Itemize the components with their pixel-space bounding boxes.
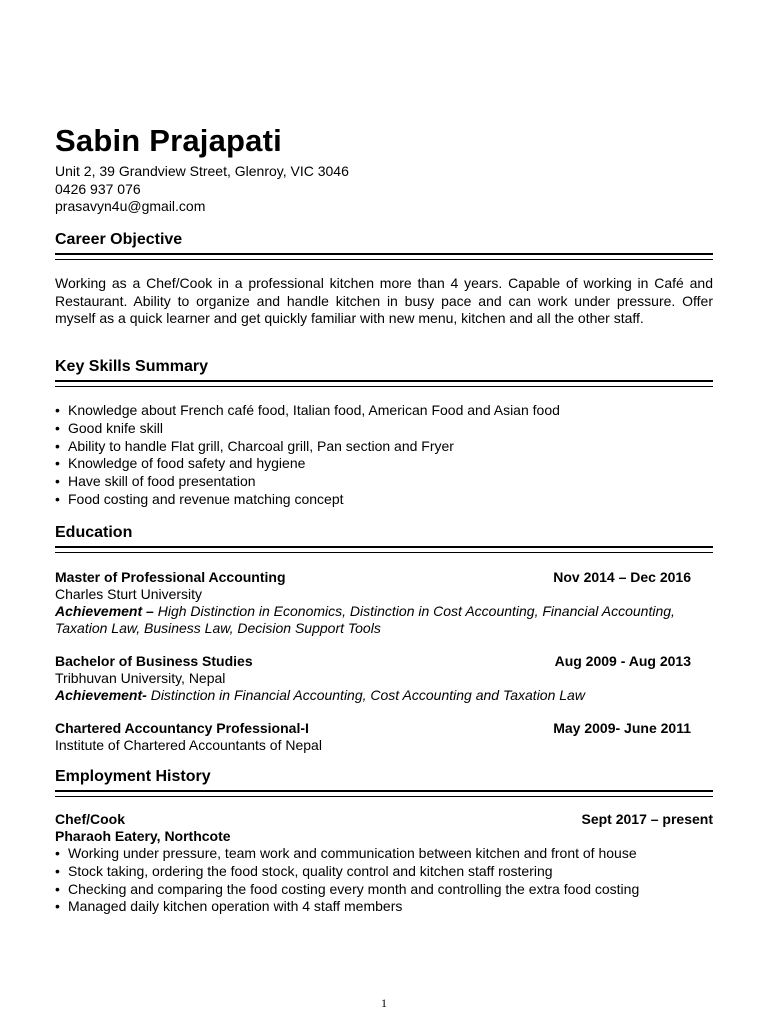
section-divider: [55, 546, 713, 553]
section-divider: [55, 253, 713, 260]
list-item: • Food costing and revenue matching concept: [55, 491, 713, 509]
list-item: • Ability to handle Flat grill, Charcoal grill, Pan section and Fryer: [55, 438, 713, 456]
contact-block: [55, 163, 349, 216]
job-role: Chef/Cook: [55, 811, 125, 827]
institution: Charles Sturt University: [55, 586, 203, 602]
education-section: [55, 523, 713, 754]
list-item: • Knowledge about French café food, Italian food, American Food and Asian food: [55, 402, 713, 420]
achievement-label: Achievement –: [55, 603, 154, 619]
section-title-career: Career Objective: [55, 231, 183, 248]
list-item: • Checking and comparing the food costing every month and controlling the extra food costing: [55, 881, 713, 899]
list-item: • Stock taking, ordering the food stock, quality control and kitchen staff rostering: [55, 863, 713, 881]
list-item: • Knowledge of food safety and hygiene: [55, 455, 713, 473]
section-divider: [55, 380, 713, 387]
degree-title: Master of Professional Accounting: [55, 569, 286, 585]
education-entry: [55, 569, 713, 637]
list-item: • Managed daily kitchen operation with 4 staff members: [55, 898, 713, 916]
employer: Pharaoh Eatery, Northcote: [55, 828, 231, 844]
career-objective-section: [55, 230, 713, 328]
skills-list: [55, 402, 713, 509]
institution: Institute of Chartered Accountants of Nepal: [55, 737, 322, 753]
list-item: • Have skill of food presentation: [55, 473, 713, 491]
achievement-text: High Distinction in Economics, Distinction in Cost Accounting, Financial Accounting, Taxation Law, Business Law, Decision Support Tools: [55, 603, 675, 636]
employment-section: [55, 767, 713, 916]
degree-title: Chartered Accountancy Professional-I: [55, 720, 309, 736]
section-divider: [55, 790, 713, 797]
degree-dates: Aug 2009 - Aug 2013: [554, 653, 691, 669]
achievement-label: Achievement-: [55, 687, 147, 703]
section-title-education: Education: [55, 524, 133, 541]
address: Unit 2, 39 Grandview Street, Glenroy, VIC 3046: [55, 163, 349, 179]
achievement-text: Distinction in Financial Accounting, Cost Accounting and Taxation Law: [146, 687, 585, 703]
degree-dates: May 2009- June 2011: [553, 720, 691, 736]
list-item: • Working under pressure, team work and communication between kitchen and front of house: [55, 845, 713, 863]
job-dates: Sept 2017 – present: [581, 811, 713, 827]
list-item: • Good knife skill: [55, 420, 713, 438]
phone: 0426 937 076: [55, 180, 141, 197]
achievement: [55, 603, 713, 637]
page-number: 1: [381, 996, 387, 1010]
degree-dates: Nov 2014 – Dec 2016: [553, 569, 691, 585]
section-title-skills: Key Skills Summary: [55, 358, 208, 375]
key-skills-section: [55, 357, 713, 509]
degree-title: Bachelor of Business Studies: [55, 653, 253, 669]
email: prasavyn4u@gmail.com: [55, 198, 206, 214]
education-entry: [55, 720, 713, 754]
education-entry: [55, 653, 713, 704]
section-title-employment: Employment History: [55, 768, 211, 785]
employment-duties-list: [55, 845, 713, 916]
applicant-name: Sabin Prajapati: [55, 123, 282, 158]
achievement: [55, 687, 713, 704]
career-objective-text: Working as a Chef/Cook in a professional kitchen more than 4 years. Capable of working in Café and Restaurant. Ability to organize and handle kitchen in busy pace and can work under pressure. Offer myself as a quick learner and get quickly familiar with new menu, kitchen and all the other staff.: [55, 275, 713, 326]
institution: Tribhuvan University, Nepal: [55, 670, 226, 686]
